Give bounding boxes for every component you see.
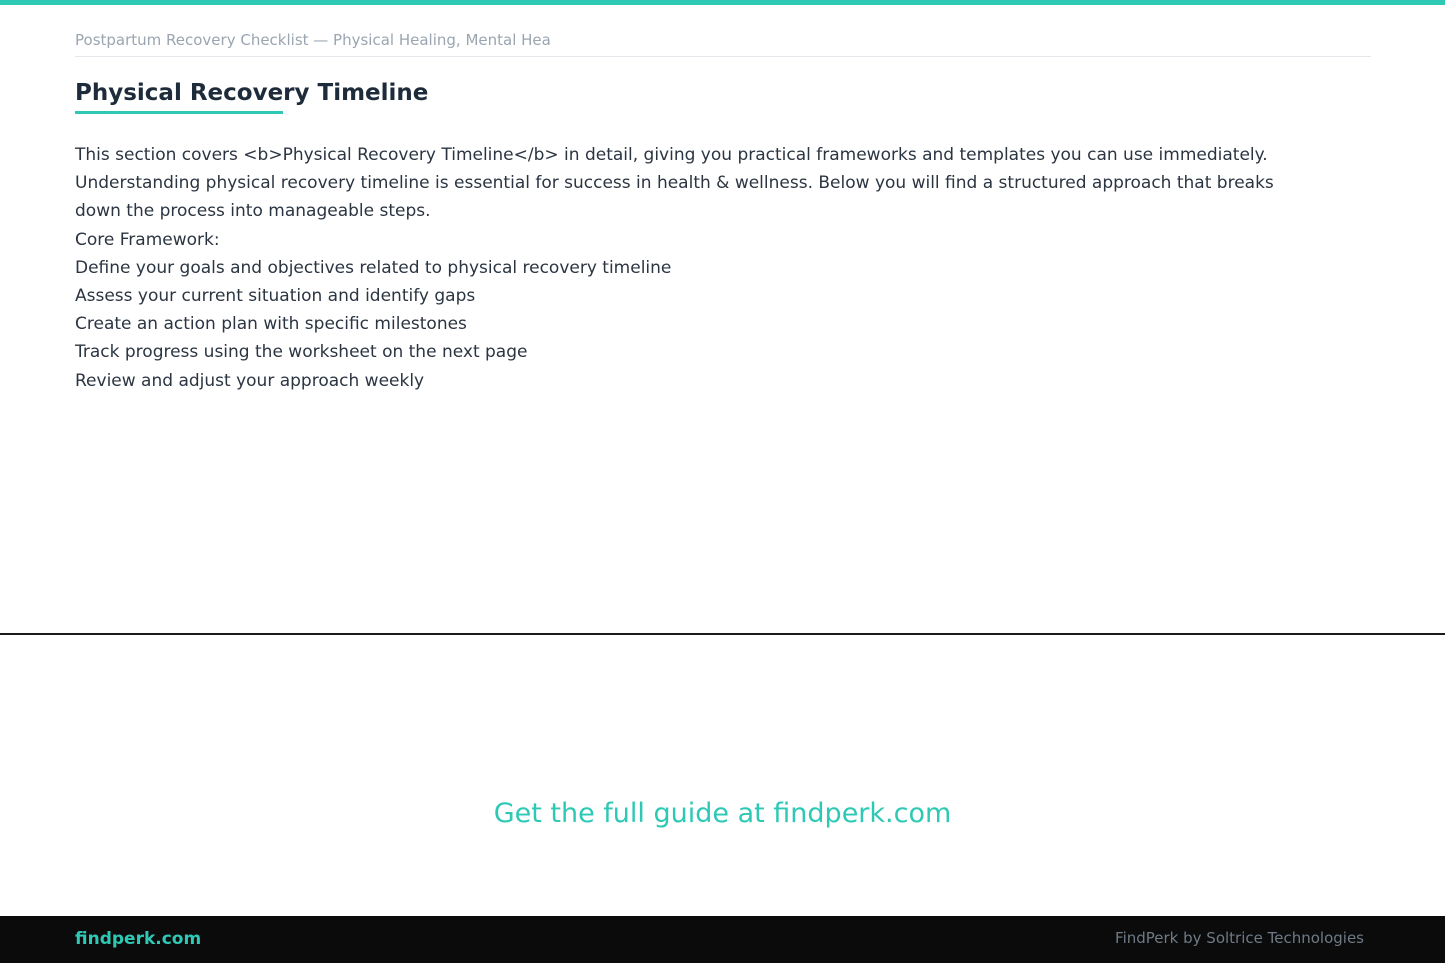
top-accent-bar [0, 0, 1445, 5]
framework-step: Assess your current situation and identify gaps [75, 286, 476, 307]
intro-paragraph: This section covers <b>Physical Recovery Timeline</b> in detail, giving you practical frameworks and templates you can use immediately. Understanding physical recovery timeline is essential for success in health & wellness. Below you will find a structured approach that breaks down the process into manageable steps. [75, 145, 1274, 222]
framework-label: Core Framework: [75, 229, 220, 250]
footer-credit: FindPerk by Soltrice Technologies [1115, 929, 1364, 947]
page-divider [0, 633, 1445, 635]
footer-brand-link[interactable]: findperk.com [75, 929, 202, 949]
title-underline [75, 111, 283, 114]
running-header: Postpartum Recovery Checklist — Physical Healing, Mental Hea [75, 28, 1371, 57]
framework-steps-list [75, 254, 1315, 395]
section-body [75, 141, 1315, 395]
section-title: Physical Recovery Timeline [75, 80, 429, 106]
footer [0, 916, 1445, 963]
full-guide-link[interactable]: Get the full guide at findperk.com [493, 798, 952, 829]
framework-step: Track progress using the worksheet on the next page [75, 342, 528, 363]
framework-step: Create an action plan with specific milestones [75, 314, 467, 335]
framework-step: Review and adjust your approach weekly [75, 370, 425, 391]
framework-step: Define your goals and objectives related to physical recovery timeline [75, 257, 672, 278]
